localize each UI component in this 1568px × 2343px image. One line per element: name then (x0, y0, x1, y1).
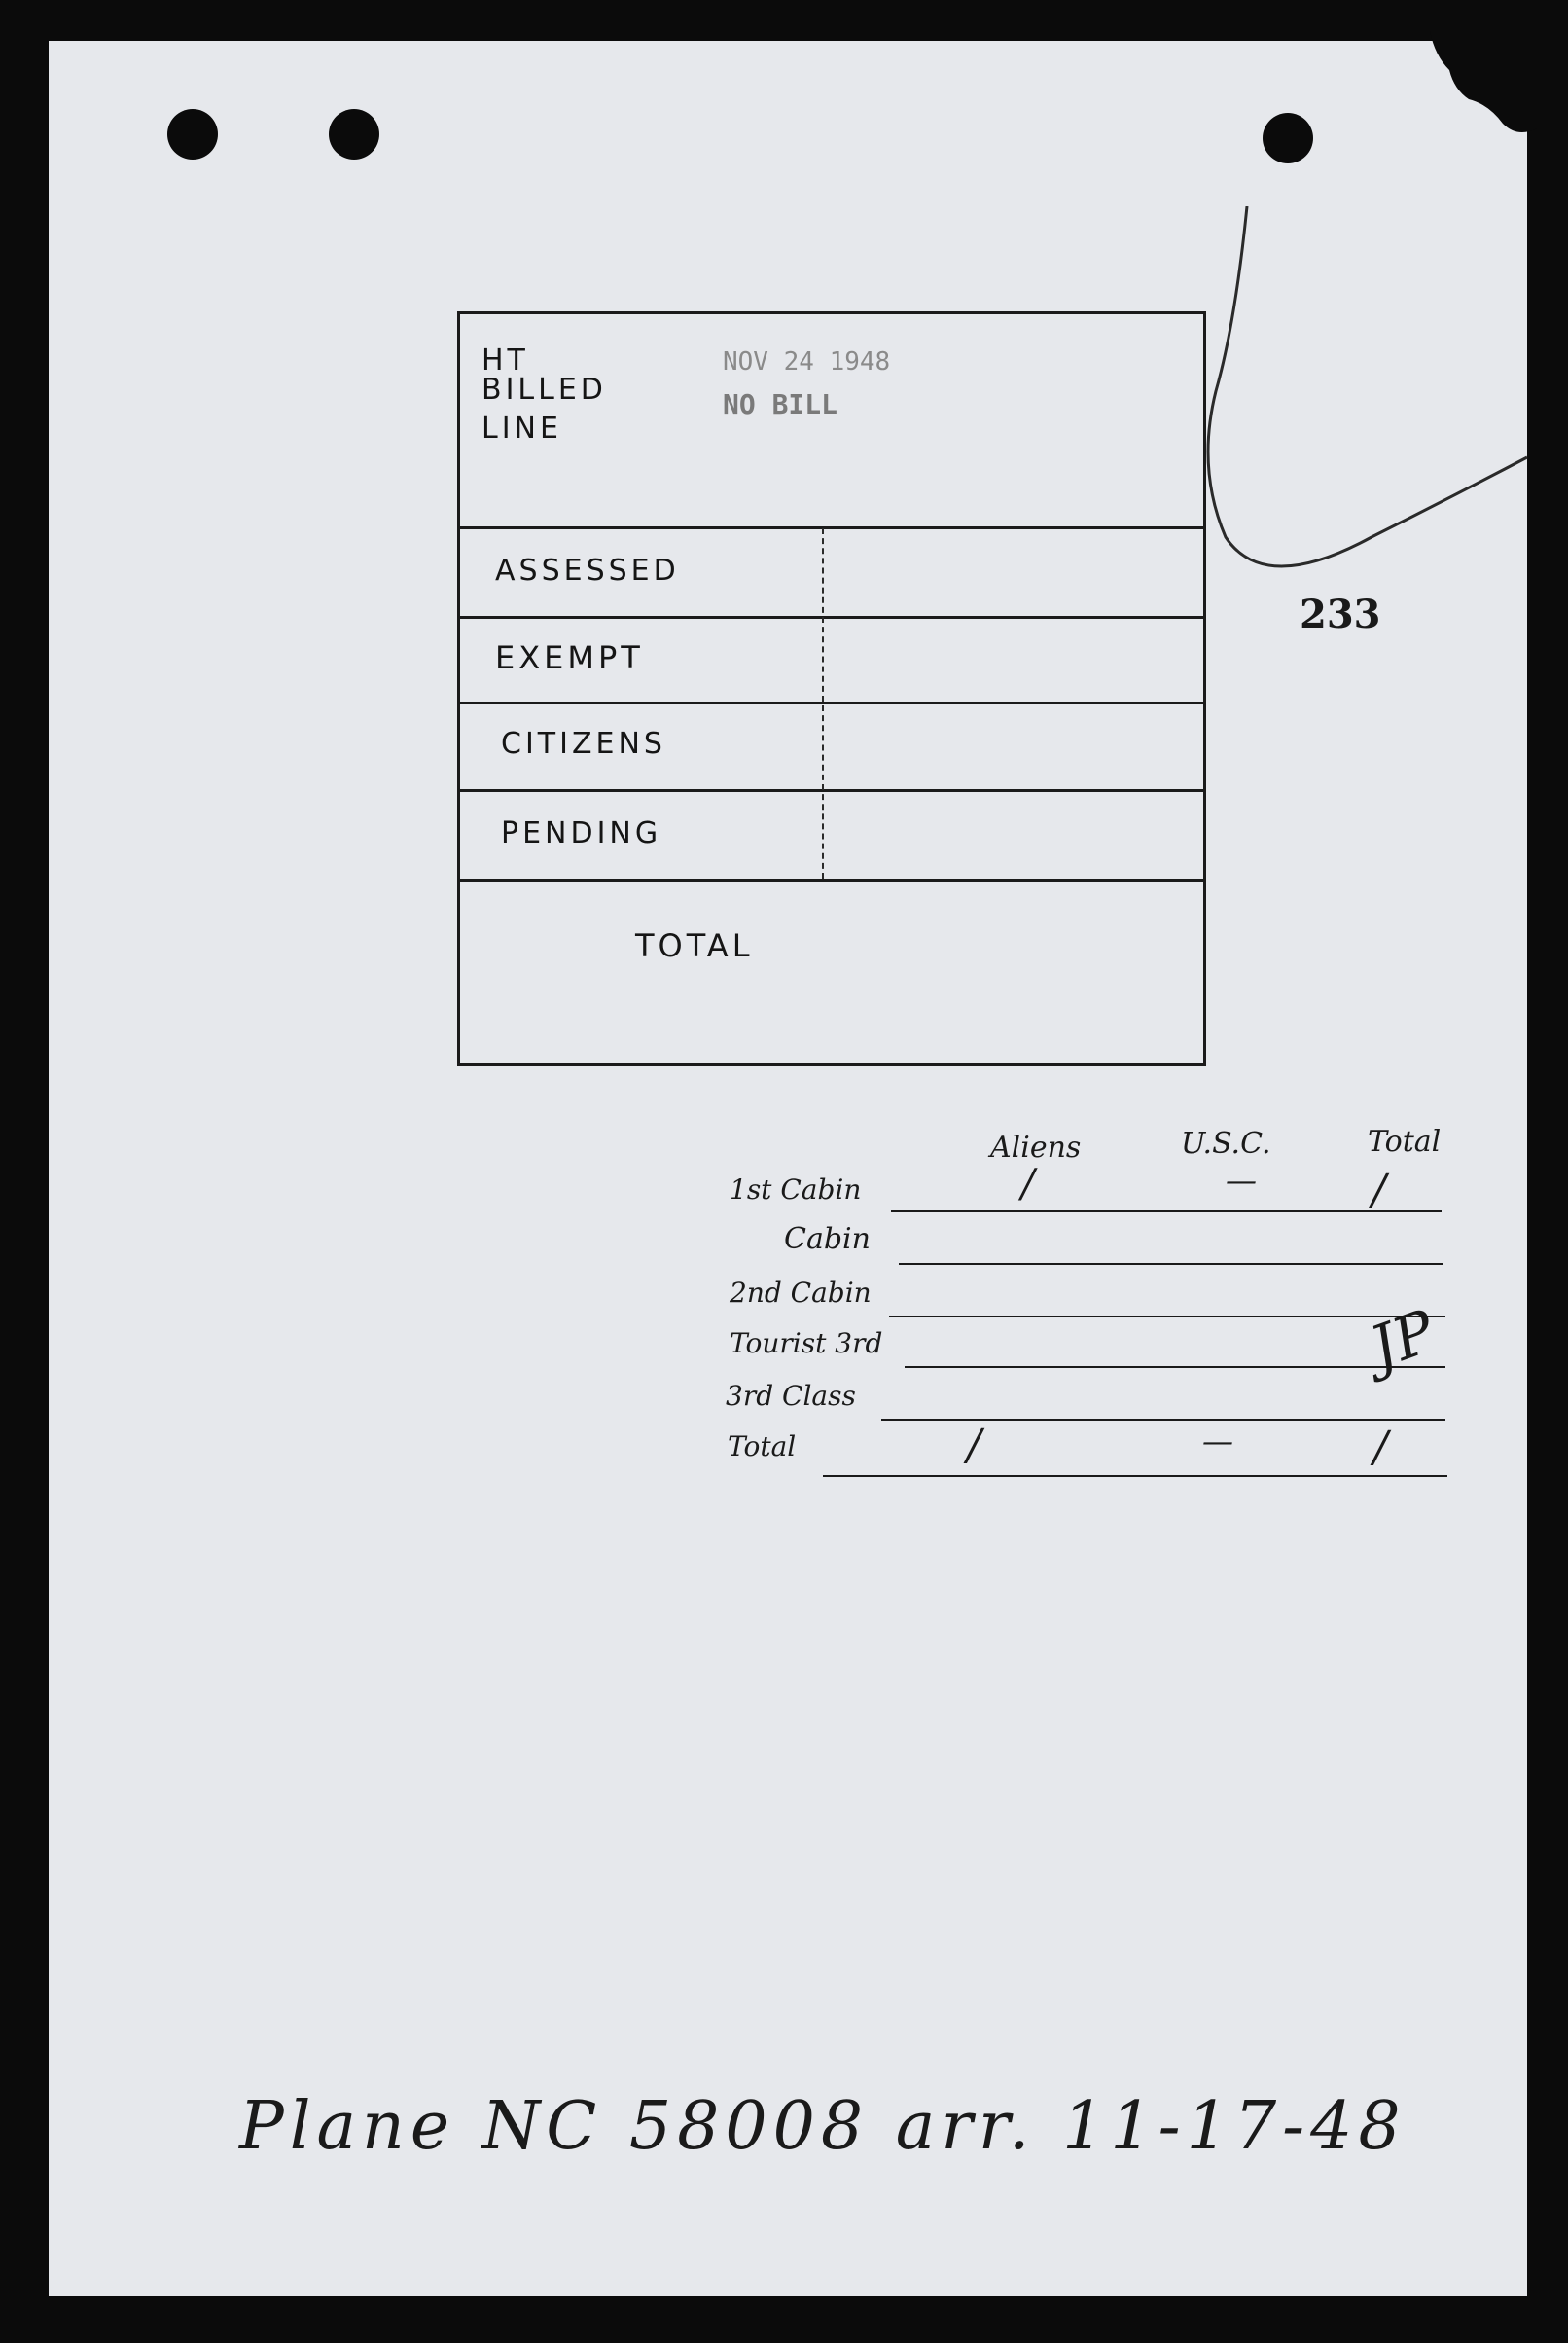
row-rule (889, 1316, 1445, 1317)
row-divider (460, 789, 1203, 792)
box-header-line-2: BILLED (481, 373, 607, 407)
row-rule (881, 1419, 1445, 1421)
initials: JP (1361, 1297, 1444, 1383)
check-mark-icon (1158, 206, 1547, 615)
row-rule (899, 1263, 1443, 1265)
row-exempt: EXEMPT (495, 639, 644, 676)
punch-hole-mid (329, 109, 379, 160)
row-divider (460, 879, 1203, 882)
document-page (49, 41, 1527, 2296)
column-header-total: Total (1368, 1125, 1442, 1159)
column-header-usc: U.S.C. (1181, 1127, 1271, 1161)
row-divider (460, 702, 1203, 704)
cell-aliens: / (967, 1421, 981, 1470)
cell-aliens: / (1021, 1162, 1035, 1207)
row-label-3rd-class: 3rd Class (726, 1380, 856, 1412)
punch-hole-left (167, 109, 218, 160)
row-total: TOTAL (635, 927, 754, 964)
cell-usc: — (1202, 1423, 1233, 1460)
cell-usc: — (1226, 1162, 1257, 1199)
tax-stamp-box (457, 311, 1206, 1066)
row-rule (891, 1210, 1442, 1212)
row-label-1st-cabin: 1st Cabin (730, 1173, 862, 1206)
stamp-no-bill: NO BILL (723, 388, 838, 420)
column-header-aliens: Aliens (990, 1131, 1082, 1165)
row-assessed: ASSESSED (495, 554, 680, 588)
row-label-tourist-3rd: Tourist 3rd (730, 1327, 883, 1359)
row-divider (460, 616, 1203, 619)
row-label-2nd-cabin: 2nd Cabin (730, 1277, 872, 1309)
row-rule (823, 1475, 1447, 1477)
row-label-cabin: Cabin (784, 1222, 871, 1256)
box-header-line-3: LINE (481, 412, 562, 446)
box-divider (460, 526, 1203, 529)
row-label-total: Total (728, 1430, 797, 1462)
cell-total: / (1372, 1166, 1386, 1215)
page-number: 233 (1300, 592, 1381, 637)
cell-total: / (1373, 1423, 1388, 1472)
row-pending: PENDING (501, 816, 662, 850)
column-divider (822, 528, 824, 879)
stamp-date: NOV 24 1948 (723, 347, 891, 377)
punch-hole-right (1263, 113, 1313, 163)
row-rule (905, 1366, 1445, 1368)
box-header-line-1: HT (481, 343, 529, 378)
row-citizens: CITIZENS (501, 727, 666, 761)
footer-note: Plane NC 58008 arr. 11-17-48 (239, 2088, 1407, 2165)
torn-corner (1410, 31, 1537, 148)
